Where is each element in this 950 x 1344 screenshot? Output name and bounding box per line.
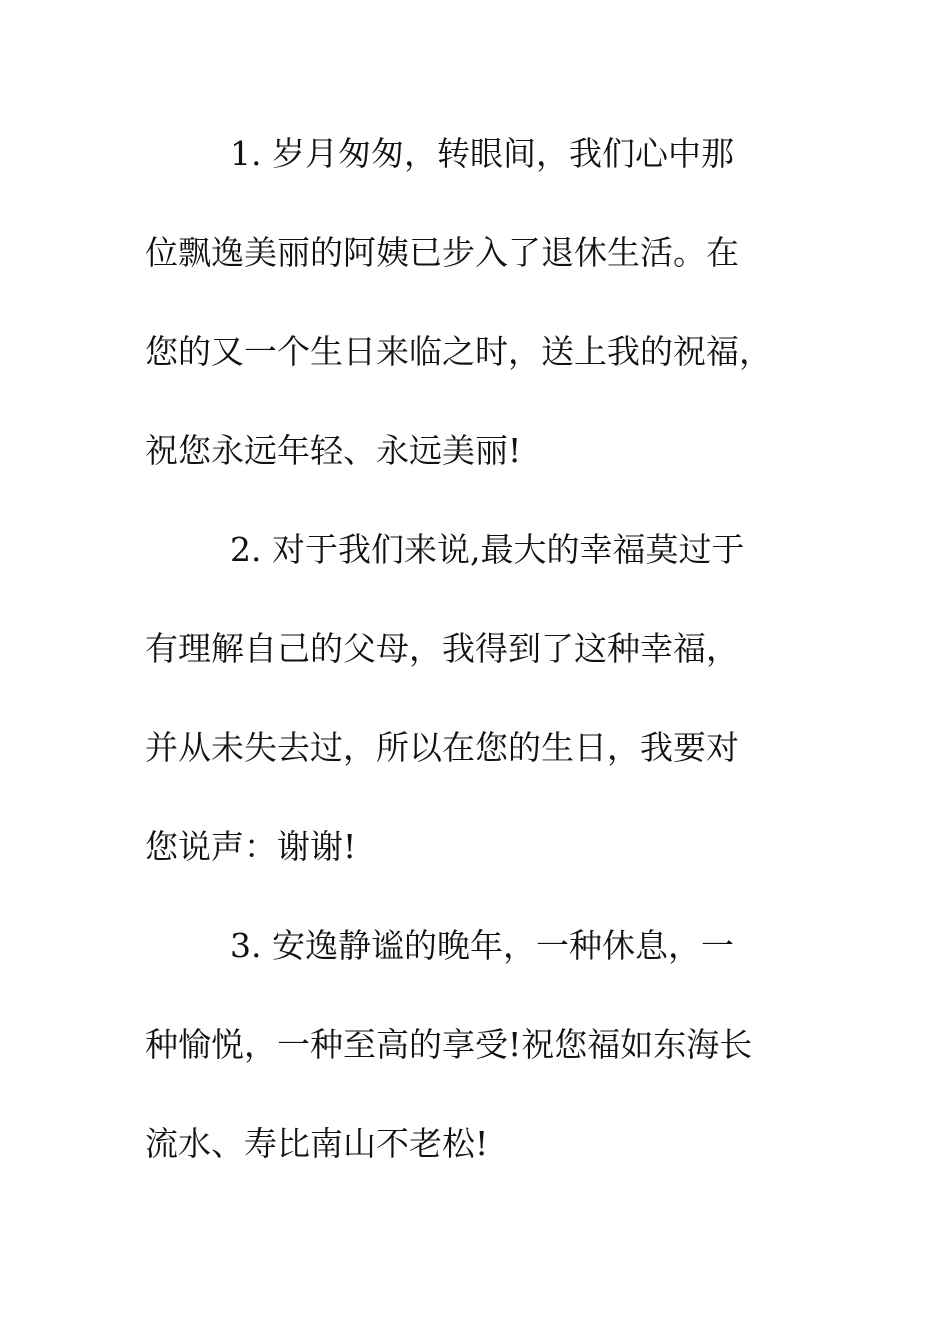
paragraph-3-line-1: 3. 安逸静谧的晚年，一种休息，一 (230, 926, 734, 965)
paragraph-2-line-3: 并从未失去过，所以在您的生日，我要对 (145, 728, 739, 767)
paragraph-1-line-2: 位飘逸美丽的阿姨已步入了退休生活。在 (145, 233, 739, 272)
paragraph-2-line-4: 您说声：谢谢! (145, 827, 357, 866)
paragraph-1-line-4: 祝您永远年轻、永远美丽! (145, 431, 522, 470)
paragraph-2-line-1: 2. 对于我们来说,最大的幸福莫过于 (230, 530, 745, 569)
paragraph-3-line-2: 种愉悦，一种至高的享受!祝您福如东海长 (145, 1025, 753, 1064)
paragraph-3-line-3: 流水、寿比南山不老松! (145, 1124, 489, 1163)
paragraph-2-line-2: 有理解自己的父母，我得到了这种幸福， (145, 629, 739, 668)
paragraph-1-line-1: 1. 岁月匆匆，转眼间，我们心中那 (230, 134, 734, 173)
paragraph-1-line-3: 您的又一个生日来临之时，送上我的祝福， (145, 332, 772, 371)
